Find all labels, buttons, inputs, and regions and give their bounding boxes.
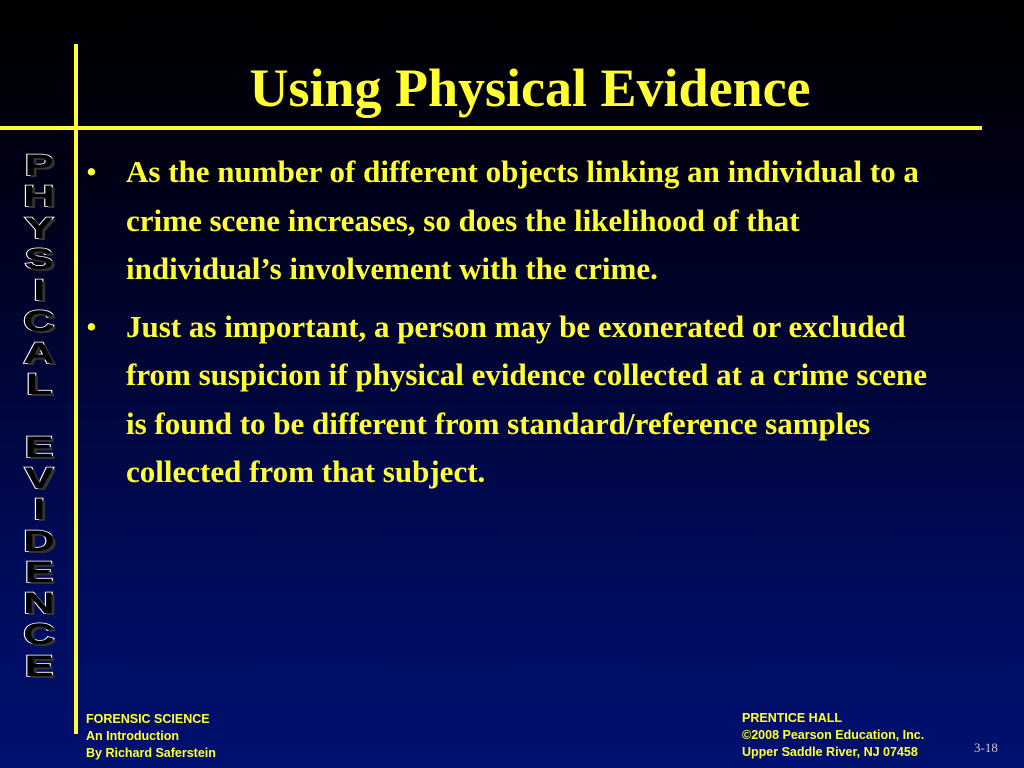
- side-label-letter: P: [24, 149, 54, 182]
- footer-address: Upper Saddle River, NJ 07458: [742, 745, 918, 759]
- bullet-text: As the number of different objects linking an individual to a crime scene increases, so does the likelihood of that individual’s involvement with the crime.: [126, 154, 919, 286]
- side-label-letter: D: [23, 524, 55, 558]
- side-label-letter: L: [25, 368, 53, 402]
- side-label-physical-evidence: [8, 150, 70, 682]
- footer-book-title: FORENSIC SCIENCE: [86, 712, 210, 726]
- slide-title: Using Physical Evidence: [249, 58, 811, 118]
- side-label-letter: Y: [24, 211, 54, 245]
- footer-book-subtitle: An Introduction: [86, 729, 180, 743]
- bullet-item: [86, 148, 936, 294]
- side-label-letter: N: [23, 587, 55, 621]
- horizontal-divider: [0, 126, 982, 130]
- side-label-letter: C: [23, 618, 55, 652]
- slide-number: 3-18: [974, 740, 998, 755]
- footer-book-author: By Richard Saferstein: [86, 746, 216, 760]
- footer-copyright: ©2008 Pearson Education, Inc.: [742, 728, 925, 742]
- side-label-letter: A: [23, 336, 55, 370]
- side-label-letter: C: [23, 305, 55, 339]
- side-label-letter: E: [24, 430, 54, 464]
- side-label-letter: I: [32, 493, 46, 527]
- bullet-text: Just as important, a person may be exonerated or excluded from suspicion if physical evidence collected at a crime scene is found to be different from standard/reference samples collected from that subject.: [126, 308, 927, 489]
- side-label-letter: I: [32, 274, 46, 308]
- footer-book-info: [86, 711, 216, 762]
- side-label-letter: E: [24, 555, 54, 589]
- side-label-letter: S: [24, 242, 54, 276]
- footer-publisher: PRENTICE HALL: [742, 711, 842, 725]
- side-label-letter: H: [23, 180, 55, 214]
- bullet-marker: •: [86, 154, 97, 189]
- bullet-list: [86, 148, 936, 506]
- side-label-letter: V: [24, 461, 54, 495]
- bullet-item: [86, 303, 936, 497]
- footer-publisher-info: [742, 710, 924, 761]
- bullet-marker: •: [86, 308, 97, 344]
- vertical-divider: [74, 44, 78, 734]
- side-label-letter: E: [24, 649, 54, 683]
